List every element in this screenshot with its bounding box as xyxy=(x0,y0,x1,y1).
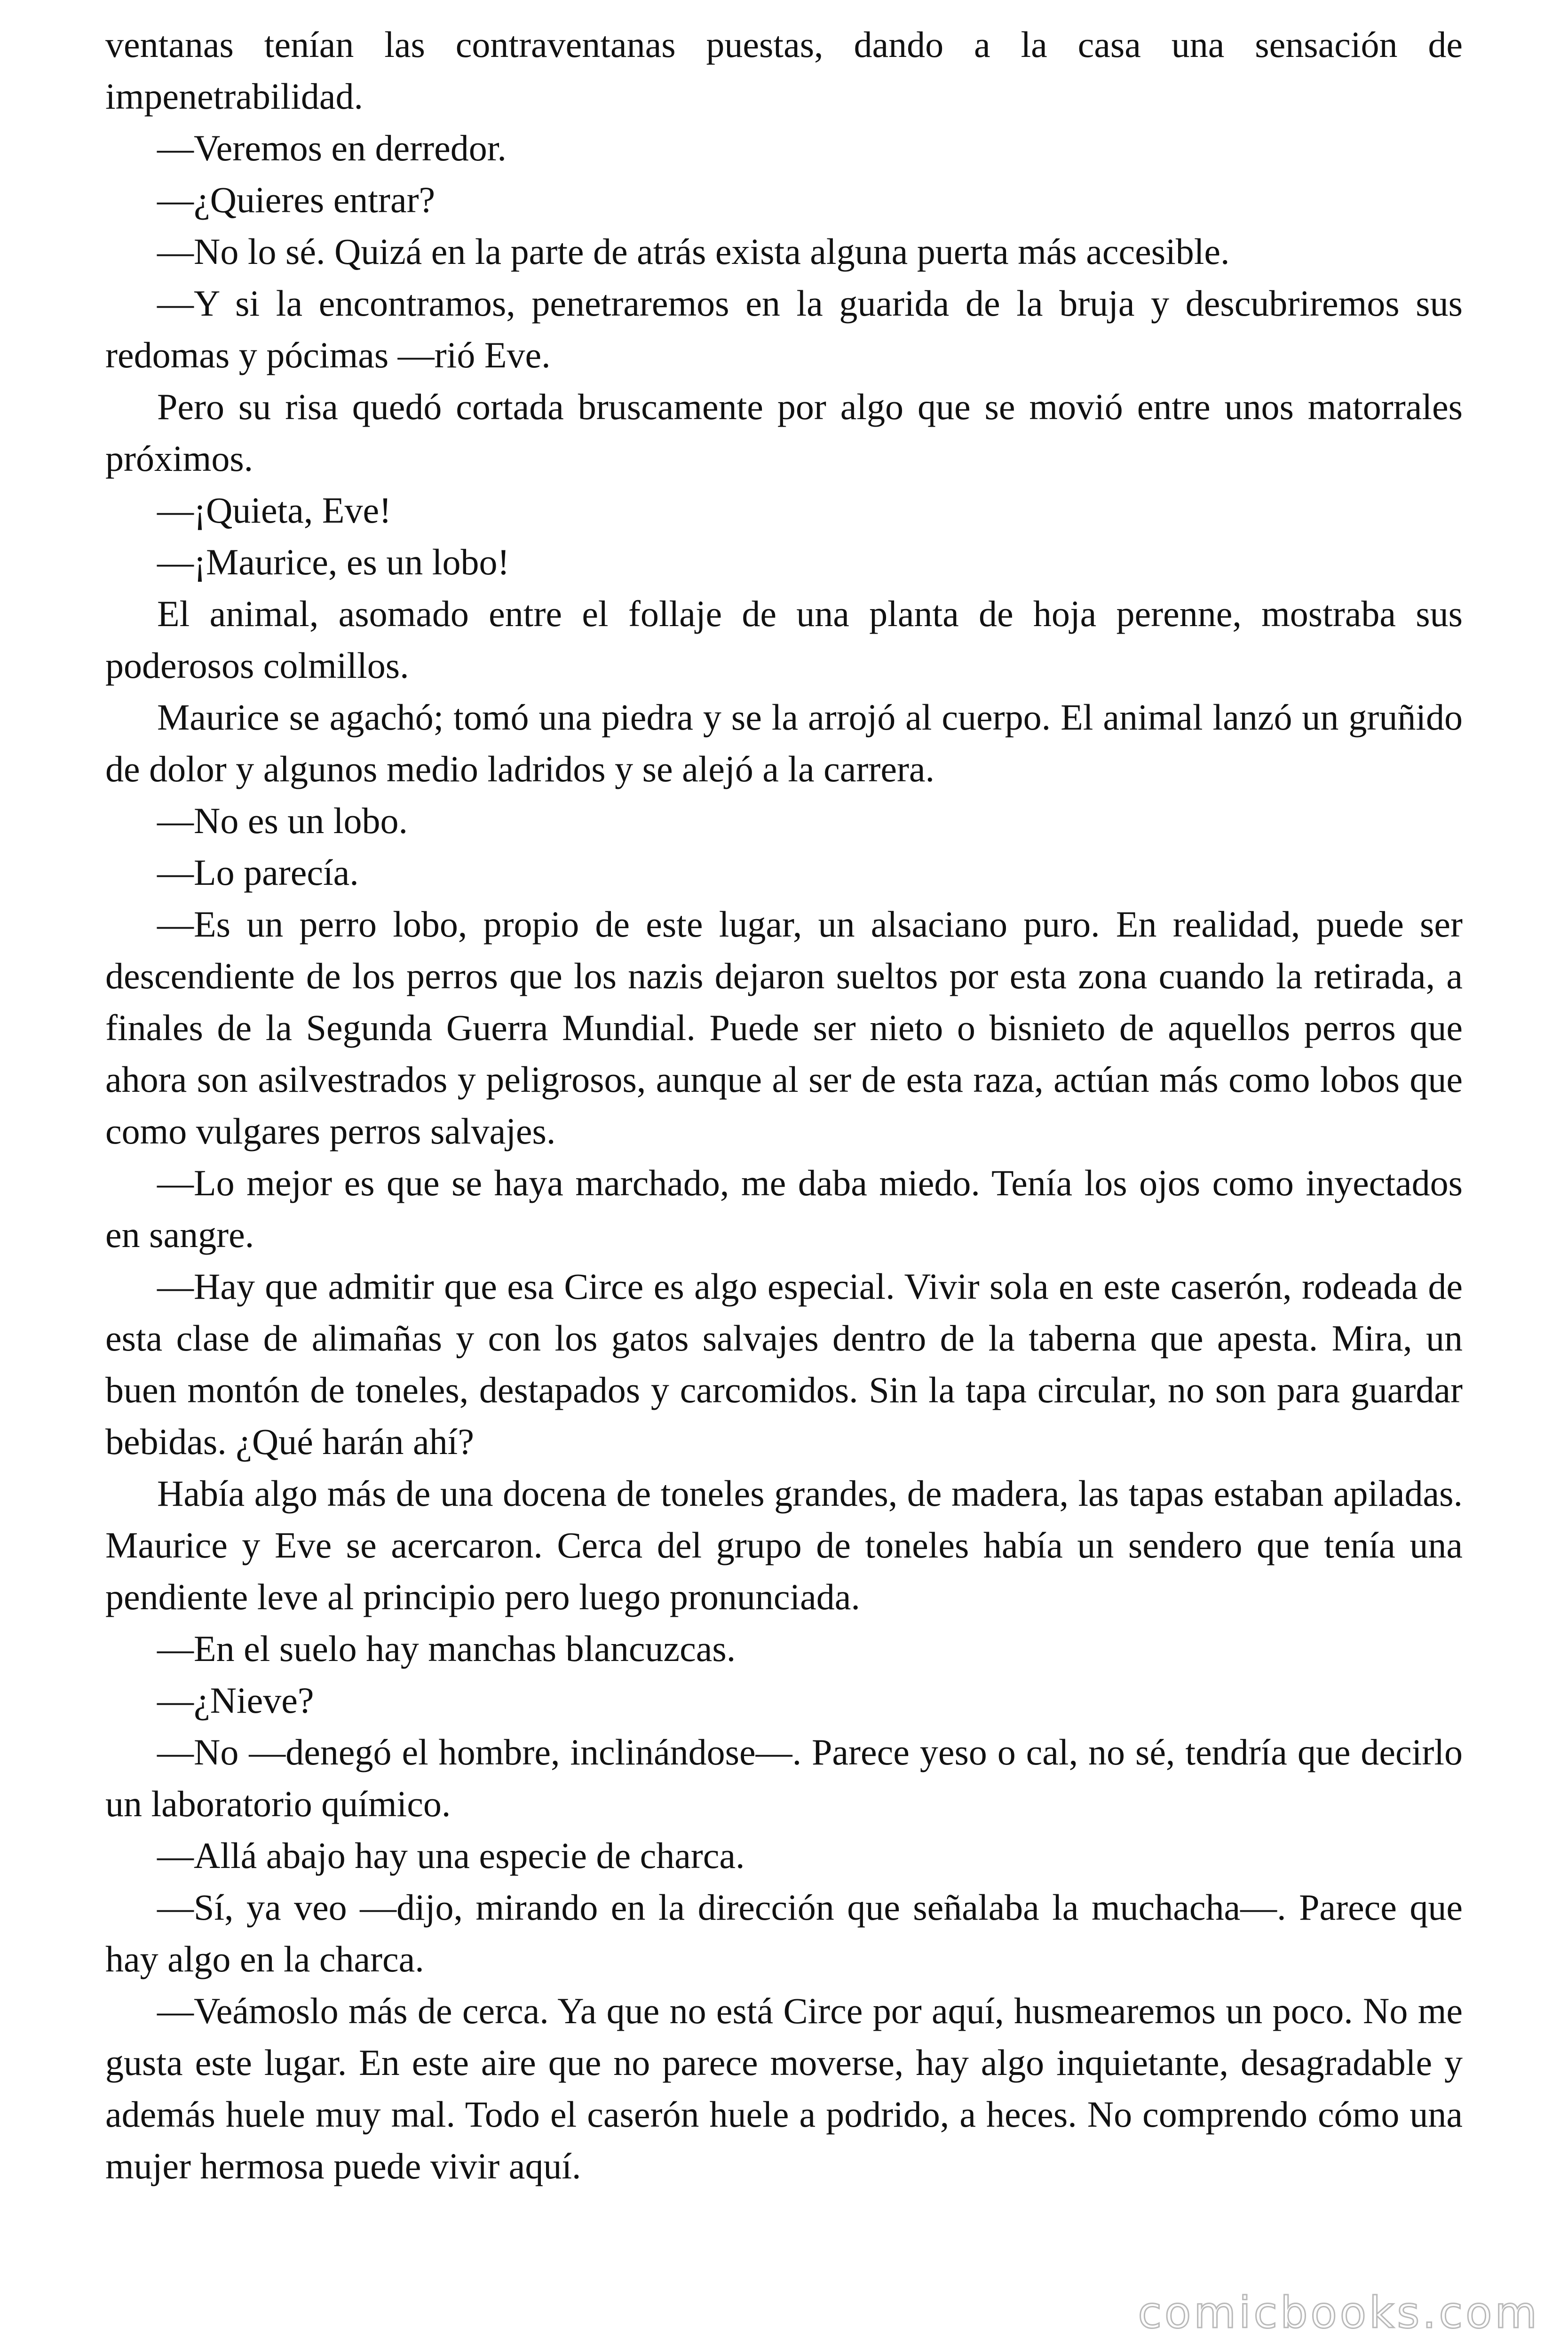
paragraph: —¿Quieres entrar? xyxy=(157,179,436,220)
paragraph: El animal, asomado entre el follaje de una planta de hoja perenne, mostraba sus poderosos colmillos. xyxy=(105,593,1463,686)
paragraph: —Veremos en derredor. xyxy=(157,127,507,168)
paragraph: —No lo sé. Quizá en la parte de atrás exista alguna puerta más accesible. xyxy=(157,231,1230,272)
watermark: comicbooks.com xyxy=(1138,2288,1540,2338)
paragraph: —Hay que admitir que esa Circe es algo especial. Vivir sola en este caserón, rodeada de esta clase de alimañas y con los gatos salvajes dentro de la taberna que apesta. Mira, un buen montón de toneles, destapados y carcomidos. Sin la tapa circular, no son para guardar bebidas. ¿Qué harán ahí? xyxy=(105,1266,1463,1462)
paragraph: Había algo más de una docena de toneles grandes, de madera, las tapas estaban apiladas. Maurice y Eve se acercaron. Cerca del grupo de toneles había un sendero que tenía una pendiente leve al principio pero luego pronunciada. xyxy=(105,1473,1463,1617)
paragraph: —Lo parecía. xyxy=(157,852,359,893)
paragraph: —No es un lobo. xyxy=(157,800,408,841)
paragraph: —¿Nieve? xyxy=(157,1680,314,1721)
paragraph: —Es un perro lobo, propio de este lugar, un alsaciano puro. En realidad, puede ser descendiente de los perros que los nazis dejaron sueltos por esta zona cuando la retirada, a finales de la Segunda Guerra Mundial. Puede ser nieto o bisnieto de aquellos perros que ahora son asilvestrados y peligrosos, aunque al ser de esta raza, actúan más como lobos que como vulgares perros salvajes. xyxy=(105,904,1463,1152)
paragraph: —En el suelo hay manchas blancuzcas. xyxy=(157,1628,736,1669)
paragraph: —Allá abajo hay una especie de charca. xyxy=(157,1835,745,1876)
paragraph: —Veámoslo más de cerca. Ya que no está Circe por aquí, husmearemos un poco. No me gusta este lugar. En este aire que no parece moverse, hay algo inquietante, desagradable y además huele muy mal. Todo el caserón huele a podrido, a heces. No comprendo cómo una mujer hermosa puede vivir aquí. xyxy=(105,1990,1463,2186)
paragraph: Pero su risa quedó cortada bruscamente por algo que se movió entre unos matorrales próximos. xyxy=(105,386,1463,479)
paragraph: —¡Quieta, Eve! xyxy=(157,490,392,531)
paragraph: Maurice se agachó; tomó una piedra y se la arrojó al cuerpo. El animal lanzó un gruñido de dolor y algunos medio ladridos y se alejó a la carrera. xyxy=(105,697,1463,789)
paragraph: —Lo mejor es que se haya marchado, me daba miedo. Tenía los ojos como inyectados en sangre. xyxy=(105,1162,1463,1255)
book-page xyxy=(105,19,1463,2192)
paragraph: —Y si la encontramos, penetraremos en la guarida de la bruja y descubriremos sus redomas y pócimas —rió Eve. xyxy=(105,283,1463,375)
paragraph: —¡Maurice, es un lobo! xyxy=(157,541,510,582)
paragraph: —No —denegó el hombre, inclinándose—. Parece yeso o cal, no sé, tendría que decirlo un laboratorio químico. xyxy=(105,1732,1463,1824)
paragraph: ventanas tenían las contraventanas puestas, dando a la casa una sensación de impenetrabilidad. xyxy=(105,24,1463,117)
paragraph: —Sí, ya veo —dijo, mirando en la dirección que señalaba la muchacha—. Parece que hay algo en la charca. xyxy=(105,1887,1463,1979)
